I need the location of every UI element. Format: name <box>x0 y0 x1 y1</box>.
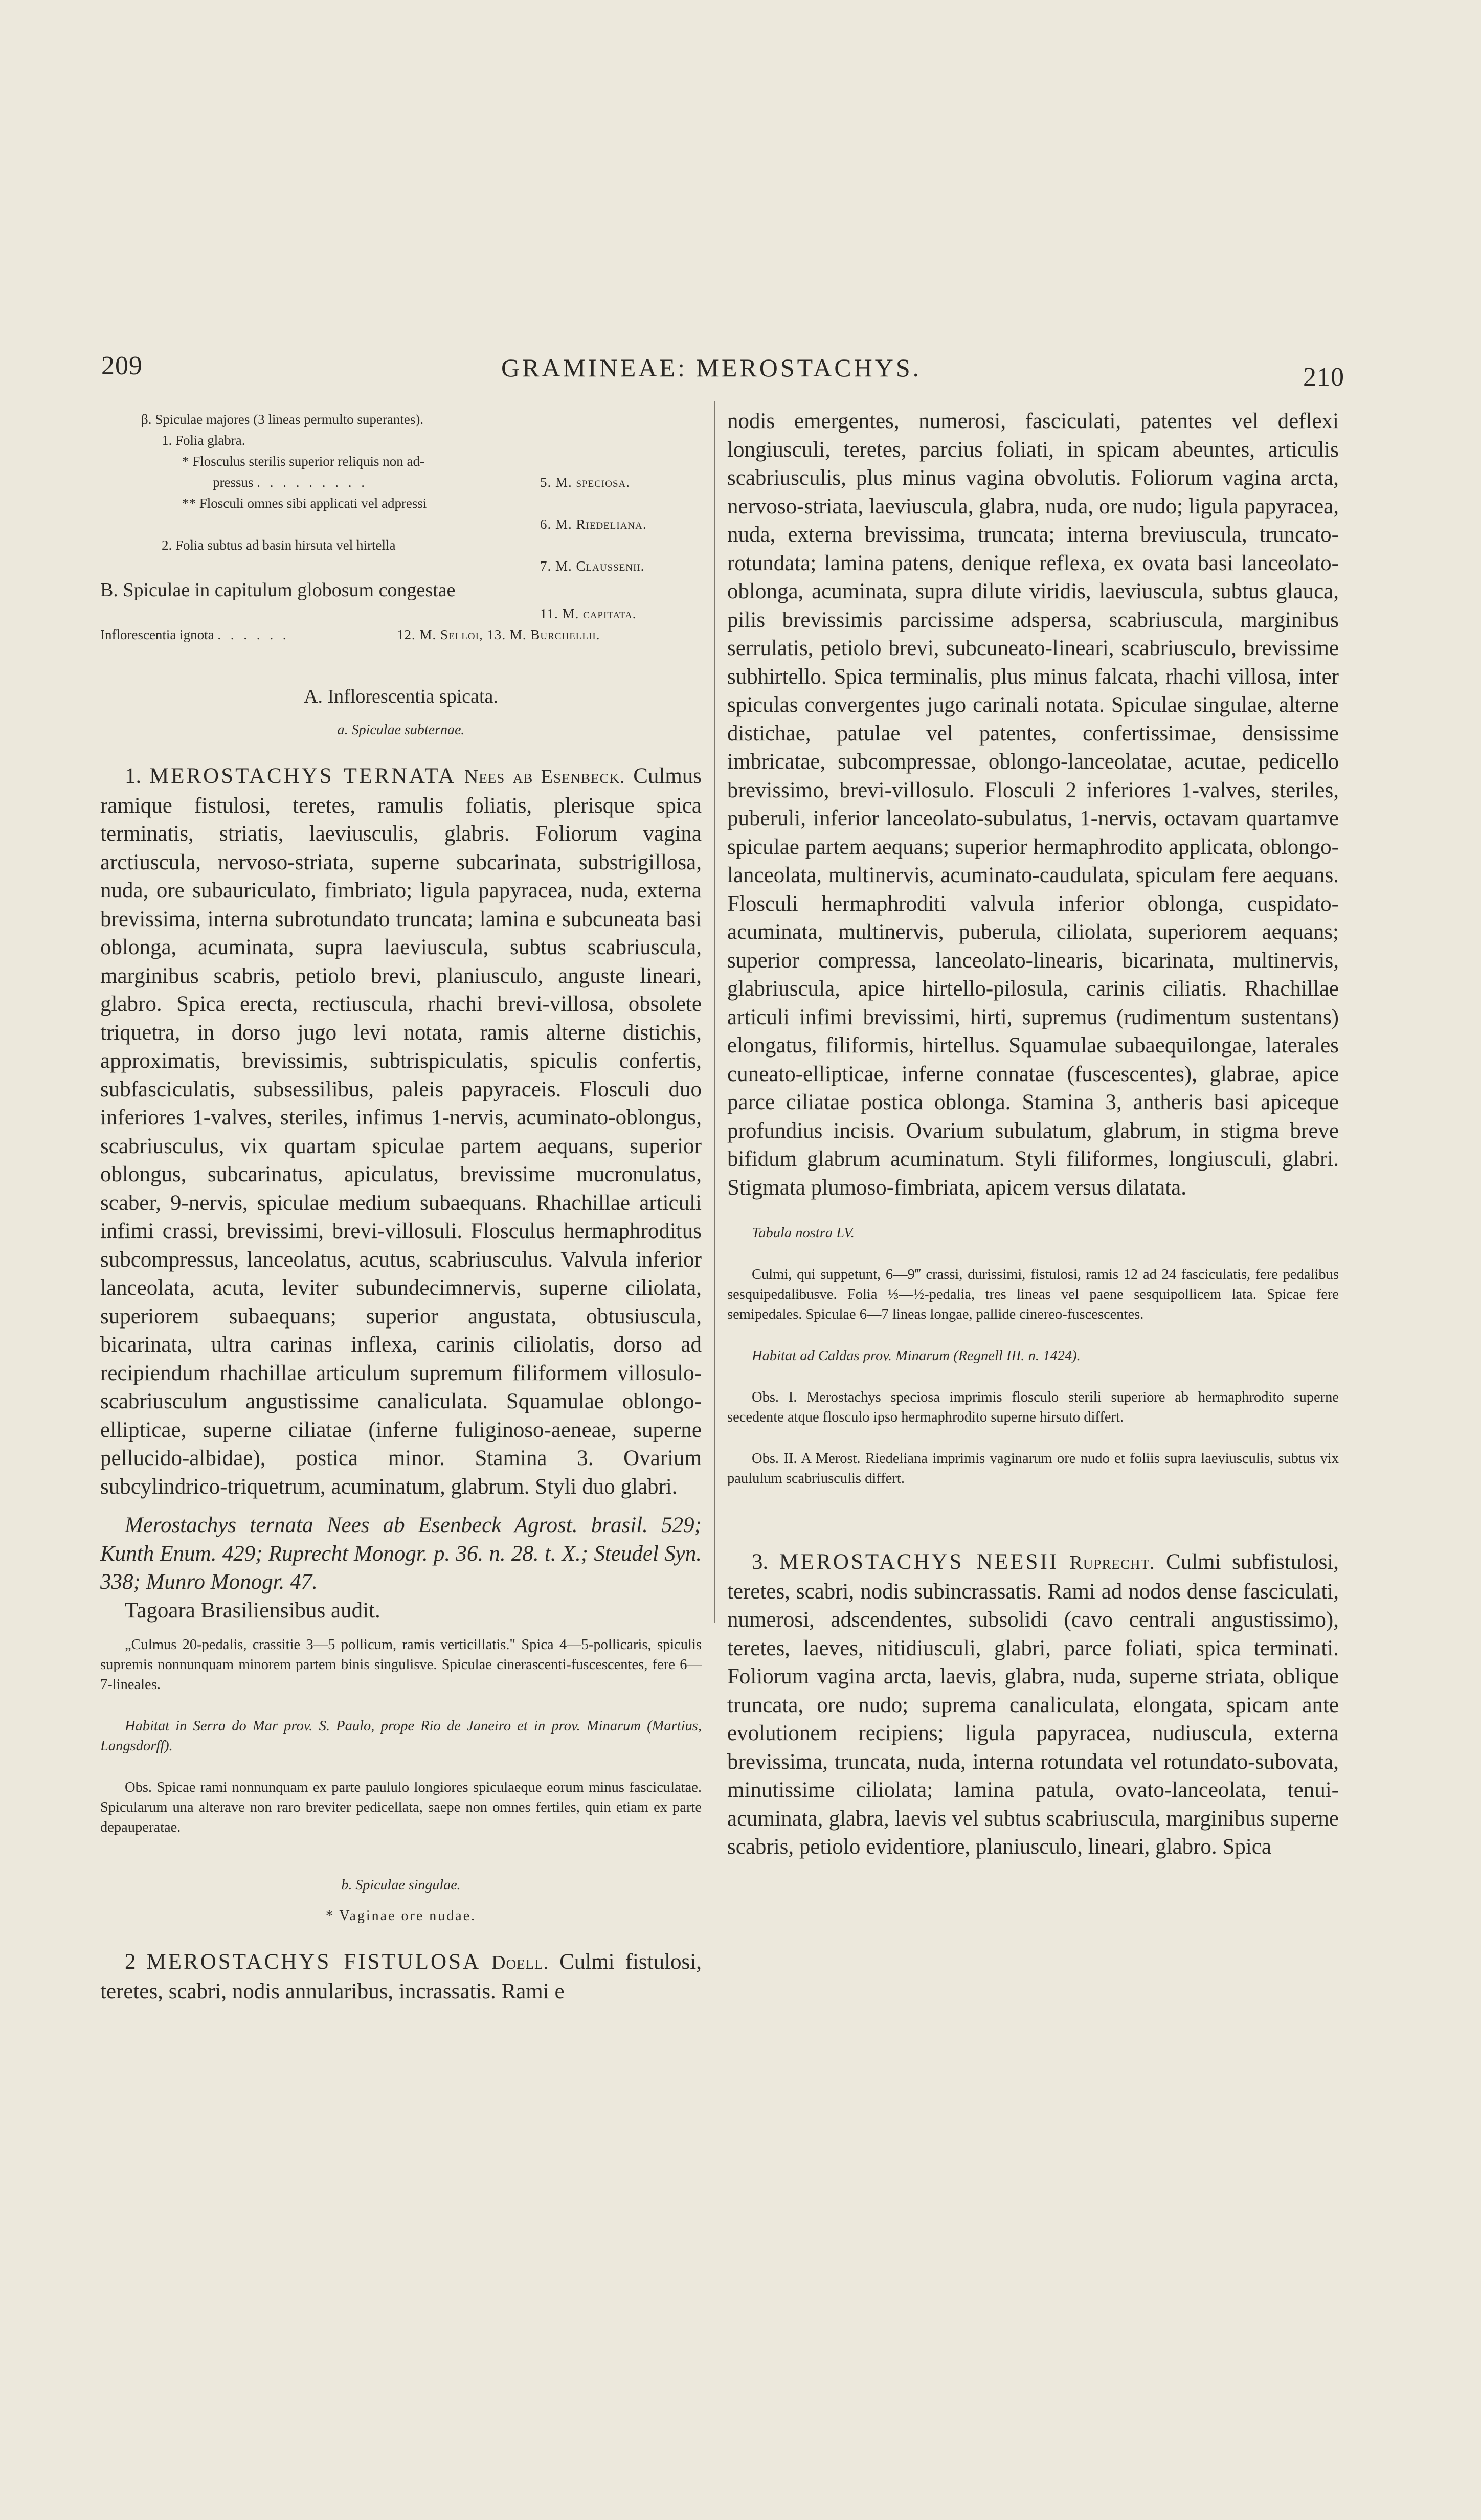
running-title: GRAMINEAE: MEROSTACHYS. <box>501 353 922 382</box>
subsection-heading-b: b. Spiculae singulae. <box>341 1877 461 1893</box>
species-2-habitat: Habitat ad Caldas prov. Minarum (Regnell III. n. 1424). <box>752 1348 1081 1364</box>
species-1-authority: Nees ab Esenbeck. <box>464 766 625 788</box>
species-2-name: MEROSTACHYS FISTULOSA <box>146 1950 481 1974</box>
section-heading-A: A. Inflorescentia spicata. <box>304 686 498 707</box>
plate-reference: Tabula nostra LV. <box>752 1225 855 1241</box>
key-1b: ** Flosculi omnes sibi applicati vel adpressi <box>182 496 427 511</box>
column-divider <box>714 401 715 1623</box>
key-1b-reference: 6. M. Riedeliana. <box>540 516 647 532</box>
species-3-name: MEROSTACHYS NEESII <box>779 1550 1059 1574</box>
key-ignota-text: Inflorescentia ignota <box>100 627 214 642</box>
key-1a-continuation <box>100 472 702 493</box>
subgroup-heading-vaginae: * Vaginae ore nudae. <box>325 1908 477 1924</box>
key-1a-reference: 5. M. speciosa. <box>540 475 631 490</box>
key-1a: * Flosculus sterilis superior reliquis non ad- <box>182 454 424 469</box>
species-2-description-continued: nodis emergentes, numerosi, fasciculati, patentes vel deflexi longiusculi, teretes, parcius foliati, in spicam abeuntes, articulis scabriusculis, plus minus vagina obvolutis. Foliorum vagina arcta, nervoso-striata, laeviuscula, glabra, nuda, ore nudo; ligula papyracea, nuda, externa brevissima, truncata; interna breviuscula, truncato-rotundata; lamina patens, denique reflexa, ex ovata basi lanceolato-oblonga, acuminata, supra dilute viridis, laeviuscula, subtus glauca, pilis brevissimis parcissime adspersa, scabriuscula, marginibus serrulatis, petiolo brevi, subcuneato-lineari, scabriusculo, brevissime subhirtello. Spica terminalis, plus minus falcata, rhachi villosa, inter spiculas convergentes jugo carinali notata. Spiculae singulae, alterne distichae, patulae vel patentes, confertissimae, densissime imbricatae, subcompressae, oblongo-lanceolatae, acutae, pedicello brevissimo, brevi-villosulo. Flosculi 2 inferiores 1-valves, steriles, puberuli, inferior lanceolato-subulatus, 1-nervis, octavam quartamve spiculae partem aequans; superior hermaphrodito applicata, oblongo-lanceolata, multinervis, acuminato-caudulata, spiculam fere aequans. Flosculi hermaphroditi valvula inferior oblonga, cuspidato-acuminata, multinervis, puberula, ciliolata, superiorem aequans; superior compressa, lanceolato-linearis, bicarinata, multinervis, glabriuscula, apice hirtello-pilosula, carinis ciliatis. Rhachillae articuli infimi brevissimi, hirti, supremus (rudimentum sustentans) elongatus, filiformis, hirtellus. Squamulae subaequilongae, laterales cuneato-ellipticae, inferne connatae (fuscescentes), glabrae, apice parce ciliatae postica oblonga. Stamina 3, antheris basi apiceque profundius incisis. Ovarium subulatum, glabrum, in stigma breve bifidum glabrum acuminatum. Styli filiformes, longiusculi, glabri. Stigmata plumoso-fimbriata, apicem versus dilatata. <box>727 409 1339 1200</box>
species-2-observation-2: Obs. II. A Merost. Riedeliana imprimis vaginarum ore nudo et foliis supra laeviusculis, subtus vix paululum scabriusculis differt. <box>727 1451 1339 1487</box>
key-2: 2. Folia subtus ad basin hirsuta vel hirtella <box>162 537 396 553</box>
species-1-description: Culmus ramique fistulosi, teretes, ramulis foliatis, plerisque spica terminatis, striatis, laeviusculis, glabris. Foliorum vagina arctiuscula, nervoso-striata, superne subcarinata, substrigillosa, nuda, ore subauriculato, fimbriato; ligula papyracea, nuda, externa brevissima, interna subrotundato truncata; lamina e subcuneata basi oblonga, acuminata, supra laeviuscula, subtus scabriuscula, marginibus scabris, petiolo brevi, planiusculo, anguste lineari, glabro. Spica erecta, rectiuscula, rhachi brevi-villosa, obsolete triquetra, in dorso jugo levi notata, ramis alterne distichis, approximatis, brevissimis, subtrispiculatis, spiculis confertis, subfasciculatis, subsessilibus, paleis papyraceis. Flosculi duo inferiores 1-valves, steriles, infimus 1-nervis, acuminato-oblongus, scabriusculus, vix quartam spiculae partem aequans, superior oblongus, subcarinatus, apiculatus, brevissime mucronulatus, scaber, 9-nervis, spiculae medium subaequans. Rhachillae articuli infimi crassi, brevissimi, brevi-villosuli. Flosculus hermaphroditus subcompressus, lanceolatus, acutus, scabriusculus. Valvula inferior lanceolata, acuta, leviter subundecimnervis, superne ciliolata, superiorem subaequans; superior angustata, obtusiuscula, bicarinata, ultra carinas inflexa, carinis ciliolatis, dorso ad recipiendum rhachillae articulum supremum filiformem villosulo-scabriusculum angustissime canaliculata. Squamulae oblongo-ellipticae, superne ciliatae (inferne fuliginoso-aeneae, superne pellucido-albidae), postica minor. Stamina 3. Ovarium subcylindrico-triquetrum, acuminatum, glabrum. Styli duo glabri. <box>100 764 702 1499</box>
key-beta: β. Spiculae majores (3 lineas permulto superantes). <box>141 412 424 427</box>
species-1-observation: Obs. Spicae rami nonnunquam ex parte paululo longiores spiculaeque eorum minus fasciculatae. Spicularum una alterave non raro breviter pedicellata, saepe non omnes fertiles, quin etiam ex parte depauperatae. <box>100 1780 702 1835</box>
key-2-reference: 7. M. Claussenii. <box>540 558 645 574</box>
species-2-number: 2 <box>125 1950 136 1974</box>
species-2-entry <box>100 1948 702 2006</box>
key-B-reference: 11. M. capitata. <box>540 606 637 621</box>
species-1-references: Merostachys ternata Nees ab Esenbeck Agrost. brasil. 529; Kunth Enum. 429; Ruprecht Monogr. p. 36. n. 28. t. X.; Steudel Syn. 338; Munro Monogr. 47. <box>100 1513 702 1594</box>
key-1a-cont-text: pressus <box>213 475 254 490</box>
key-B: B. Spiculae in capitulum globosum congestae <box>100 579 456 601</box>
key-inflorescentia-ignota <box>100 624 702 645</box>
species-3-authority: Ruprecht. <box>1069 1552 1155 1573</box>
species-1-quote: „Culmus 20-pedalis, crassitie 3—5 pollicum, ramis verticillatis." Spica 4—5-pollicaris, spiculis supremis nonnunquam minorem partem binis singulisve. Spiculae cinerascenti-fuscescentes, fere 6—7-lineales. <box>100 1637 702 1693</box>
species-3-number: 3. <box>752 1550 769 1574</box>
page-number-right: 210 <box>1303 363 1344 392</box>
determination-key <box>100 409 702 645</box>
species-2-authority: Doell. <box>491 1952 549 1973</box>
key-leader-dots: . . . . . . <box>217 627 289 642</box>
key-1: 1. Folia glabra. <box>162 433 245 448</box>
species-2-measurements: Culmi, qui suppetunt, 6—9‴ crassi, durissimi, fistulosi, ramis 12 ad 24 fasciculatis, fere pedalibus sesquipedalibusve. Folia ⅓—½-pedalia, tres lineas vel paene sesquipollicem lata. Spicae fere semipedales. Spiculae 6—7 lineas longae, pallide cinereo-fuscescentes. <box>727 1267 1339 1322</box>
species-1-name: MEROSTACHYS TERNATA <box>149 764 457 788</box>
species-3-text: Culmi subfistulosi, teretes, scabri, nodis subincrassatis. Rami ad nodos dense fasciculati, numerosi, adscendentes, subsolidi (cavo centrali angustissimo), teretes, laeves, nitidiusculi, glabri, parce foliati, spica terminati. Foliorum vagina arcta, laevis, glabra, nuda, superne striata, oblique truncata, ore nudo; suprema canaliculata, elongata, spicam ante evolutionem recipiens; ligula papyracea, nudiuscula, externa brevissima, truncata, nuda, interna rotundata vel rotundato-subovata, minutissime ciliolata; lamina patula, ovato-lanceolata, tenui-acuminata, glabra, laevis vel subtus scabriuscula, marginibus superne scabris, petiolo evidentiore, planiusculo, lineari, glabro. Spica <box>727 1550 1339 1859</box>
species-2-observation-1: Obs. I. Merostachys speciosa imprimis flosculo sterili superiore ab hermaphrodito superne secedente atque flosculo ipso hermaphrodito superne hirsuto differt. <box>727 1389 1339 1425</box>
key-leader-dots: . . . . . . . . . <box>257 475 368 490</box>
species-1-vernacular: Tagoara Brasiliensibus audit. <box>125 1598 380 1623</box>
species-2-text: Culmi fistulosi, teretes, scabri, nodis annularibus, incrassatis. Rami e <box>100 1950 702 2004</box>
key-ignota-reference: 12. M. Selloi, 13. M. Burchellii. <box>397 627 600 642</box>
species-1-number: 1. <box>125 764 142 788</box>
species-1-habitat: Habitat in Serra do Mar prov. S. Paulo, prope Rio de Janeiro et in prov. Minarum (Martius, Langsdorff). <box>100 1718 702 1754</box>
page-number-left: 209 <box>101 351 143 380</box>
subsection-heading-a: a. Spiculae subternae. <box>337 722 465 738</box>
species-1-entry <box>100 762 702 1501</box>
left-column <box>100 409 702 2006</box>
species-3-entry <box>727 1548 1339 1861</box>
right-column <box>727 407 1339 1861</box>
